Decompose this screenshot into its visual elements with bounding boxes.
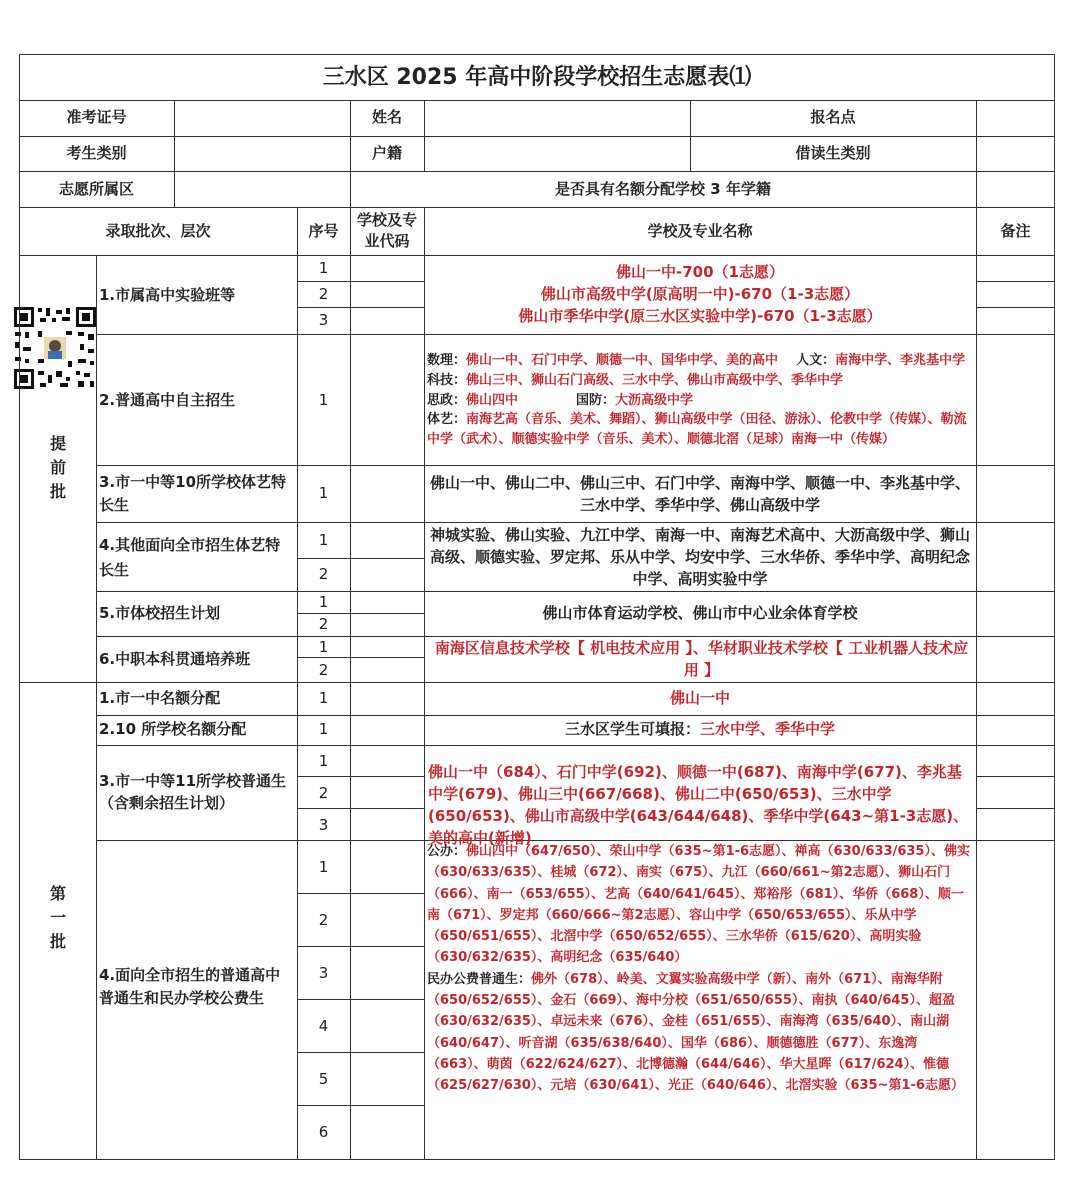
quota-question-label: 是否具有名额分配学校 3 年学籍 bbox=[555, 180, 771, 198]
district-label: 志愿所属区 bbox=[58, 180, 134, 198]
batch-first-char: 批 bbox=[49, 932, 66, 951]
batch-early-char: 批 bbox=[49, 482, 66, 501]
batch-first-char: 一 bbox=[49, 908, 66, 927]
student-type-label: 考生类别 bbox=[66, 144, 127, 162]
header-batch: 录取批次、层次 bbox=[105, 222, 211, 240]
rule bbox=[350, 207, 351, 1160]
form-title: 三水区 2025 年高中阶段学校招生志愿表⑴ bbox=[322, 65, 752, 90]
row-label-r6: 6.中职本科贯通培养班 bbox=[99, 650, 251, 668]
school-list: 佛山一中、佛山二中、佛山三中、石门中学、南海中学、顺德一中、李兆基中学、三水中学、季华中学、佛山高级中学 bbox=[429, 474, 970, 514]
eligible-schools: 三水中学、季华中学 bbox=[700, 720, 836, 738]
seq-number: 2 bbox=[318, 565, 329, 583]
category-schools: 佛山四中 bbox=[466, 393, 519, 408]
school-list: 佛山一中（684）、石门中学(692)、顺德一中(687)、南海中学(677)、李兆基中学(679)、佛山三中(667/668)、佛山二中(650/653)、三水中学(650/653)、佛山市高级中学(643/644/648)、季华中学(643~第1-3志愿)、美的高中(新增) bbox=[428, 763, 969, 847]
rule bbox=[297, 946, 424, 947]
header-school: 学校及专业名称 bbox=[647, 222, 753, 240]
rule bbox=[297, 307, 424, 308]
seq-number: 5 bbox=[318, 1070, 329, 1088]
school-list: 佛山一中 bbox=[669, 689, 730, 707]
seq-number: 1 bbox=[318, 689, 329, 707]
rule bbox=[976, 307, 1055, 308]
batch-early bbox=[48, 432, 68, 504]
batch-early-char: 前 bbox=[49, 458, 66, 477]
rule bbox=[96, 334, 1055, 335]
header-remark: 备注 bbox=[1000, 222, 1031, 240]
rule bbox=[297, 893, 424, 894]
private-label: 民办公费普通生： bbox=[427, 971, 532, 987]
reg-point-field[interactable] bbox=[977, 101, 1054, 136]
seq-number: 3 bbox=[318, 964, 329, 982]
seq-number: 2 bbox=[318, 661, 329, 679]
border-left bbox=[19, 54, 20, 1160]
seq-number: 1 bbox=[318, 531, 329, 549]
rule bbox=[297, 657, 424, 658]
seq-number: 2 bbox=[318, 911, 329, 929]
self-recruit-line bbox=[427, 391, 693, 411]
rule bbox=[96, 591, 1055, 592]
row-label-r4: 4.其他面向全市招生体艺特长生 bbox=[99, 536, 281, 579]
rule bbox=[297, 1105, 424, 1106]
batch-first bbox=[48, 882, 68, 954]
rule bbox=[297, 281, 424, 282]
seq-number: 2 bbox=[318, 615, 329, 633]
category-key: 思政： bbox=[427, 393, 467, 408]
school-list bbox=[424, 719, 976, 739]
category-schools: 南海中学、李兆基中学 bbox=[835, 353, 966, 368]
application-form bbox=[19, 54, 1055, 1160]
row-label-f4: 4.面向全市招生的普通高中普通生和民办学校公费生 bbox=[99, 966, 281, 1007]
seq-number: 1 bbox=[318, 593, 329, 611]
rule bbox=[976, 776, 1055, 777]
seq-number: 4 bbox=[318, 1017, 329, 1035]
category-schools: 佛山三中、狮山石门高级、三水中学、佛山市高级中学、季华中学 bbox=[466, 373, 844, 388]
rule bbox=[96, 465, 1055, 466]
seq-number: 1 bbox=[318, 391, 329, 409]
seq-number: 2 bbox=[318, 784, 329, 802]
seq-number: 1 bbox=[318, 858, 329, 876]
household-label: 户籍 bbox=[371, 144, 402, 162]
seq-number: 6 bbox=[318, 1123, 329, 1141]
batch-early-char: 提 bbox=[49, 434, 66, 453]
category-key: 科技： bbox=[427, 373, 467, 388]
student-type-field[interactable] bbox=[175, 137, 350, 171]
private-schools: 佛外（678）、岭美、文翼实验高级中学（新）、南外（671）、南海华附（650/652/655）、金石（669）、海中分校（651/650/655）、南执（640/645）、超盈（630/632/635）、卓远未来（676）、金桂（651/655）、南海湾（635/640）、南山湖（640/647）、听音湖（635/638/640）、国华（686）、顺德德胜（677）、东逸湾（663）、萌茵（622/624/627）、北博德瀚（644/646）、华大星晖（617/624）、惟德（625/627/630）、元培（630/641）、光正（640/646）、北滘实验（635~第1-6志愿） bbox=[427, 971, 964, 1094]
seq-number: 3 bbox=[318, 311, 329, 329]
header-seq: 序号 bbox=[308, 222, 339, 240]
rule bbox=[297, 558, 424, 559]
header-code: 学校及专业代码 bbox=[356, 211, 417, 250]
seq-number: 1 bbox=[318, 259, 329, 277]
rule bbox=[297, 1052, 424, 1053]
category-key: 人文： bbox=[796, 353, 836, 368]
public-schools: 佛山四中（647/650）、荣山中学（635~第1-6志愿）、禅高（630/633/635）、佛实（630/633/635）、桂城（672）、南实（675）、九江（660/661~第2志愿）、狮山石门（666）、南一（653/655）、艺高（640/641/645）、郑裕彤（681）、华侨（668）、顺一南（671）、罗定邦（660/666~第2志愿）、容山中学（650/653/655）、乐从中学（650/651/655）、北滘中学（650/652/655）、三水华侨（615/620）、高明实验（630/632/635）、高明纪念（635/640） bbox=[427, 844, 970, 966]
admission-no-field[interactable] bbox=[175, 101, 350, 136]
rule bbox=[297, 776, 424, 777]
self-recruit-line bbox=[427, 351, 965, 371]
row-label-r3: 3.市一中等10所学校体艺特长生 bbox=[99, 473, 287, 514]
row-label-f1: 1.市一中名额分配 bbox=[99, 689, 221, 707]
district-field[interactable] bbox=[175, 172, 350, 207]
school-line: 佛山市季华中学(原三水区实验中学)-670（1-3志愿） bbox=[518, 307, 882, 325]
quota-answer-field[interactable] bbox=[977, 172, 1054, 207]
school-list: 神城实验、佛山实验、九江中学、南海一中、南海艺术高中、大沥高级中学、狮山高级、顺德实验、罗定邦、乐从中学、均安中学、三水华侨、季华中学、高明纪念中学、高明实验中学 bbox=[429, 526, 970, 588]
seq-number: 3 bbox=[318, 816, 329, 834]
row-label-f2: 2.10 所学校名额分配 bbox=[99, 720, 247, 738]
borrow-type-field[interactable] bbox=[977, 137, 1054, 171]
name-field[interactable] bbox=[425, 101, 690, 136]
category-schools: 佛山一中、石门中学、顺德一中、国华中学、美的高中 bbox=[466, 353, 779, 368]
school-list-general bbox=[427, 841, 973, 1159]
category-schools: 大沥高级中学 bbox=[615, 393, 694, 408]
public-label: 公办： bbox=[427, 844, 467, 859]
seq-number: 1 bbox=[318, 720, 329, 738]
school-list: 佛山市体育运动学校、佛山市中心业余体育学校 bbox=[542, 604, 858, 622]
rule bbox=[976, 100, 977, 1160]
seq-number: 1 bbox=[318, 752, 329, 770]
category-key: 体艺： bbox=[427, 412, 467, 427]
self-recruit-line bbox=[427, 410, 973, 449]
seq-number: 1 bbox=[318, 484, 329, 502]
admission-no-label: 准考证号 bbox=[66, 108, 127, 126]
rule bbox=[96, 255, 97, 1160]
border-bottom bbox=[19, 1159, 1055, 1160]
rule bbox=[96, 522, 1055, 523]
name-label: 姓名 bbox=[371, 108, 402, 126]
rule bbox=[19, 682, 1055, 683]
rule bbox=[297, 999, 424, 1000]
rule bbox=[976, 808, 1055, 809]
batch-first-char: 第 bbox=[49, 884, 66, 903]
seq-number: 1 bbox=[318, 638, 329, 656]
border-top bbox=[19, 54, 1055, 55]
school-list: 南海区信息技术学校【 机电技术应用 】、华材职业技术学校【 工业机器人技术应用 】 bbox=[434, 639, 969, 679]
category-schools: 南海艺高（音乐、美术、舞蹈）、狮山高级中学（田径、游泳）、伦教中学（传媒）、勒流中学（武术）、顺德实验中学（音乐、美术）、顺德北滘（足球）南海一中（传媒） bbox=[427, 412, 967, 447]
borrow-type-label: 借读生类别 bbox=[795, 144, 871, 162]
household-field[interactable] bbox=[425, 137, 690, 171]
category-key: 国防： bbox=[576, 393, 616, 408]
border-right bbox=[1054, 54, 1055, 1160]
rule bbox=[976, 281, 1055, 282]
row-label-r2: 2.普通高中自主招生 bbox=[99, 391, 236, 409]
rule bbox=[96, 745, 1055, 746]
rule bbox=[19, 255, 1055, 256]
row-label-f3: 3.市一中等11所学校普通生（含剩余招生计划） bbox=[99, 772, 287, 812]
school-line: 佛山一中-700（1志愿） bbox=[616, 263, 784, 281]
row-label-r1: 1.市属高中实验班等 bbox=[99, 286, 236, 304]
rule bbox=[297, 808, 424, 809]
self-recruit-line bbox=[427, 371, 843, 391]
rule bbox=[96, 715, 1055, 716]
reg-point-label: 报名点 bbox=[810, 108, 856, 126]
rule bbox=[19, 207, 1055, 208]
rule bbox=[424, 207, 425, 1160]
category-key: 数理： bbox=[427, 353, 467, 368]
school-line: 佛山市高级中学(原高明一中)-670（1-3志愿） bbox=[540, 285, 860, 303]
eligibility-prefix: 三水区学生可填报： bbox=[564, 720, 700, 738]
row-label-r5: 5.市体校招生计划 bbox=[99, 604, 221, 622]
seq-number: 2 bbox=[318, 285, 329, 303]
